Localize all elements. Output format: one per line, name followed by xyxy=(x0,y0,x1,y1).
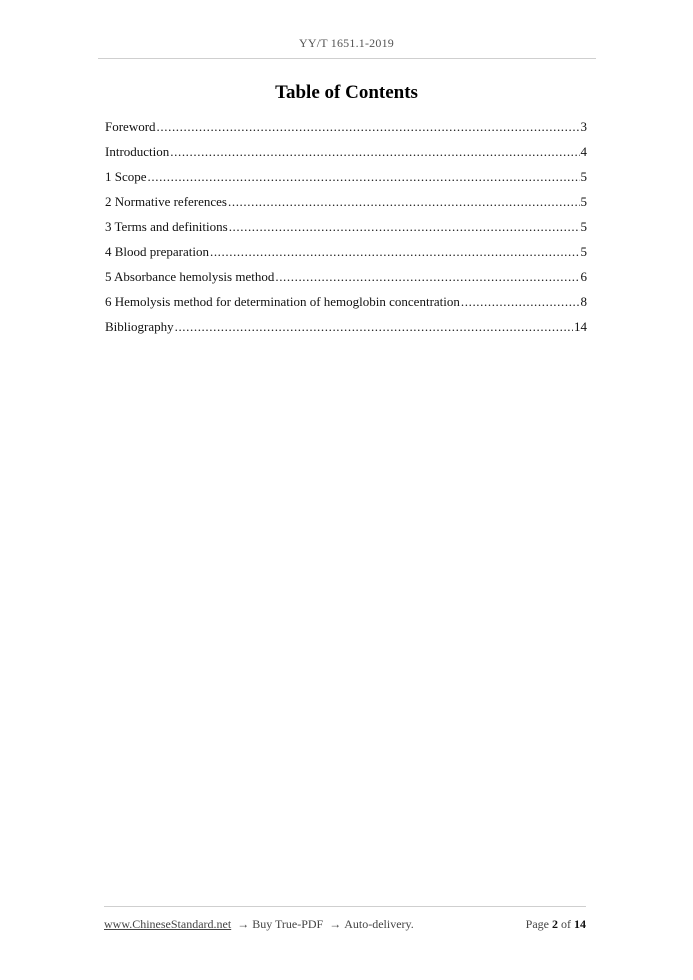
toc-entry-scope[interactable] xyxy=(105,168,587,193)
toc-dot-leader xyxy=(170,143,579,160)
toc-entry-page: 5 xyxy=(580,244,587,259)
toc-entry-label: 5 Absorbance hemolysis method xyxy=(105,269,275,284)
right-arrow-icon: → xyxy=(237,917,250,931)
toc-entry-normative-references[interactable] xyxy=(105,193,587,218)
page-footer xyxy=(104,917,586,932)
toc-dot-leader xyxy=(210,243,580,260)
toc-dot-leader xyxy=(148,168,580,185)
toc-entry-terms-and-definitions[interactable] xyxy=(105,218,587,243)
toc-entry-page: 3 xyxy=(580,119,587,134)
toc-entry-introduction[interactable] xyxy=(105,143,587,168)
toc-entry-page: 5 xyxy=(580,169,587,184)
toc-entry-page: 8 xyxy=(580,294,587,309)
toc-entry-page: 4 xyxy=(580,144,587,159)
footer-promo xyxy=(104,917,414,932)
toc-dot-leader xyxy=(228,193,580,210)
page-number xyxy=(526,917,586,932)
toc-entry-blood-preparation[interactable] xyxy=(105,243,587,268)
toc-entry-label: 4 Blood preparation xyxy=(105,244,209,259)
total-pages: 14 xyxy=(574,917,586,931)
right-arrow-icon: → xyxy=(329,917,342,931)
site-link[interactable]: www.ChineseStandard.net xyxy=(104,917,232,931)
toc-entry-page: 5 xyxy=(580,194,587,209)
toc-entry-label: Bibliography xyxy=(105,319,174,334)
toc-entry-page: 5 xyxy=(580,219,587,234)
table-of-contents xyxy=(105,118,587,343)
of-word: of xyxy=(561,917,571,931)
toc-entry-foreword[interactable] xyxy=(105,118,587,143)
toc-entry-bibliography[interactable] xyxy=(105,318,587,343)
toc-dot-leader xyxy=(275,268,579,285)
toc-dot-leader xyxy=(157,118,580,135)
footer-divider xyxy=(104,906,586,907)
toc-entry-page: 6 xyxy=(580,269,587,284)
toc-entry-label: 2 Normative references xyxy=(105,194,227,209)
toc-entry-label: 3 Terms and definitions xyxy=(105,219,228,234)
toc-entry-absorbance-hemolysis-method[interactable] xyxy=(105,268,587,293)
page-word: Page xyxy=(525,917,549,931)
toc-dot-leader xyxy=(229,218,580,235)
buy-pdf-text: Buy True-PDF xyxy=(252,917,324,931)
running-header: YY/T 1651.1-2019 xyxy=(299,36,394,50)
toc-entry-hemoglobin-concentration-method[interactable] xyxy=(105,293,587,318)
header-divider xyxy=(98,58,596,59)
current-page: 2 xyxy=(552,917,558,931)
toc-entry-label: Foreword xyxy=(105,119,156,134)
page-title: Table of Contents xyxy=(275,82,418,103)
auto-delivery-text: Auto-delivery. xyxy=(344,917,414,931)
toc-dot-leader xyxy=(461,293,580,310)
toc-entry-label: 6 Hemolysis method for determination of hemoglobin concentration xyxy=(105,294,460,309)
toc-entry-label: Introduction xyxy=(105,144,170,159)
toc-entry-label: 1 Scope xyxy=(105,169,147,184)
toc-entry-page: 14 xyxy=(574,319,587,334)
toc-dot-leader xyxy=(175,318,573,335)
